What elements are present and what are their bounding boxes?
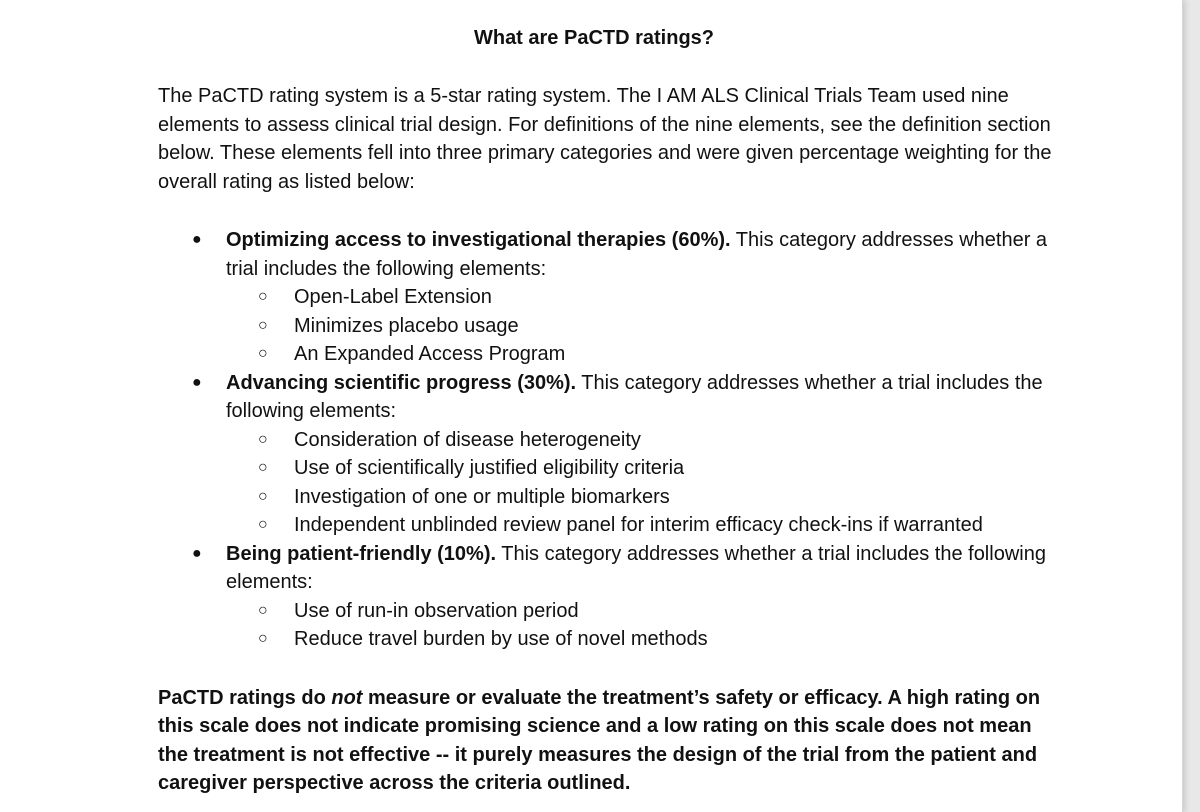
bullet-icon: ● [192,231,202,248]
circle-bullet-icon: ○ [258,601,268,619]
element-label: Use of scientifically justified eligibility criteria [294,457,685,479]
category-name: Optimizing access to investigational therapies (60%). [226,229,731,251]
bullet-icon: ● [192,373,202,391]
element-label: Consideration of disease heterogeneity [294,428,641,451]
category-list [158,226,1058,654]
circle-bullet-icon: ○ [258,630,268,647]
intro-paragraph: The PaCTD rating system is a 5-star rating system. The I AM ALS Clinical Trials Team used nine elements to assess clinical trial design. For definitions of the nine elements, see the definition section below. These elements fell into three primary categories and were given percentage weighting for the overall rating as listed below: [158,85,1052,193]
list-item [226,312,1058,341]
circle-bullet-icon: ○ [258,345,268,362]
category-description: This category addresses whether a trial includes the following elements: [226,229,1048,280]
list-item [226,340,1058,369]
circle-bullet-icon: ○ [258,288,268,305]
circle-bullet-icon: ○ [258,487,268,505]
page-title: What are PaCTD ratings? [473,27,715,49]
element-label: Independent unblinded review panel for interim efficacy check-ins if warranted [294,514,983,536]
disclaimer-paragraph [158,684,1058,798]
category-description: This category addresses whether a trial includes the following elements: [226,371,1043,422]
element-label: Open-Label Extension [294,286,492,308]
category-name: Advancing scientific progress (30%). [226,371,577,394]
disclaimer-text-before: PaCTD ratings do [158,686,332,709]
element-list [226,426,1058,540]
list-item [226,483,1058,512]
category-name: Being patient-friendly (10%). [226,542,497,565]
element-label: Use of run-in observation period [294,599,579,622]
circle-bullet-icon: ○ [258,516,268,533]
element-label: Investigation of one or multiple biomarkers [294,485,670,508]
disclaimer-text-after: measure or evaluate the treatment’s safety or efficacy. A high rating on this scale does not indicate promising science and a low rating on this scale does not mean the treatment is not effective -- it purely measures the design of the trial from the patient and caregiver perspective across the criteria outlined. [158,686,1041,794]
element-list [226,597,1058,654]
category-item [158,540,1058,654]
category-item [158,226,1058,369]
list-item [226,454,1058,483]
circle-bullet-icon: ○ [258,459,268,476]
list-item [226,426,1058,455]
list-item [226,283,1058,312]
element-label: Minimizes placebo usage [294,314,519,337]
category-description: This category addresses whether a trial includes the following elements: [226,542,1046,593]
list-item [226,597,1058,626]
document-content [158,24,1058,798]
element-label: Reduce travel burden by use of novel methods [294,628,708,650]
disclaimer-emphasis: not [331,686,363,709]
element-label: An Expanded Access Program [294,343,566,365]
list-item [226,625,1058,654]
circle-bullet-icon: ○ [258,430,268,448]
circle-bullet-icon: ○ [258,316,268,334]
bullet-icon: ● [192,544,202,562]
element-list [226,283,1058,369]
list-item [226,511,1058,540]
category-item [158,369,1058,540]
